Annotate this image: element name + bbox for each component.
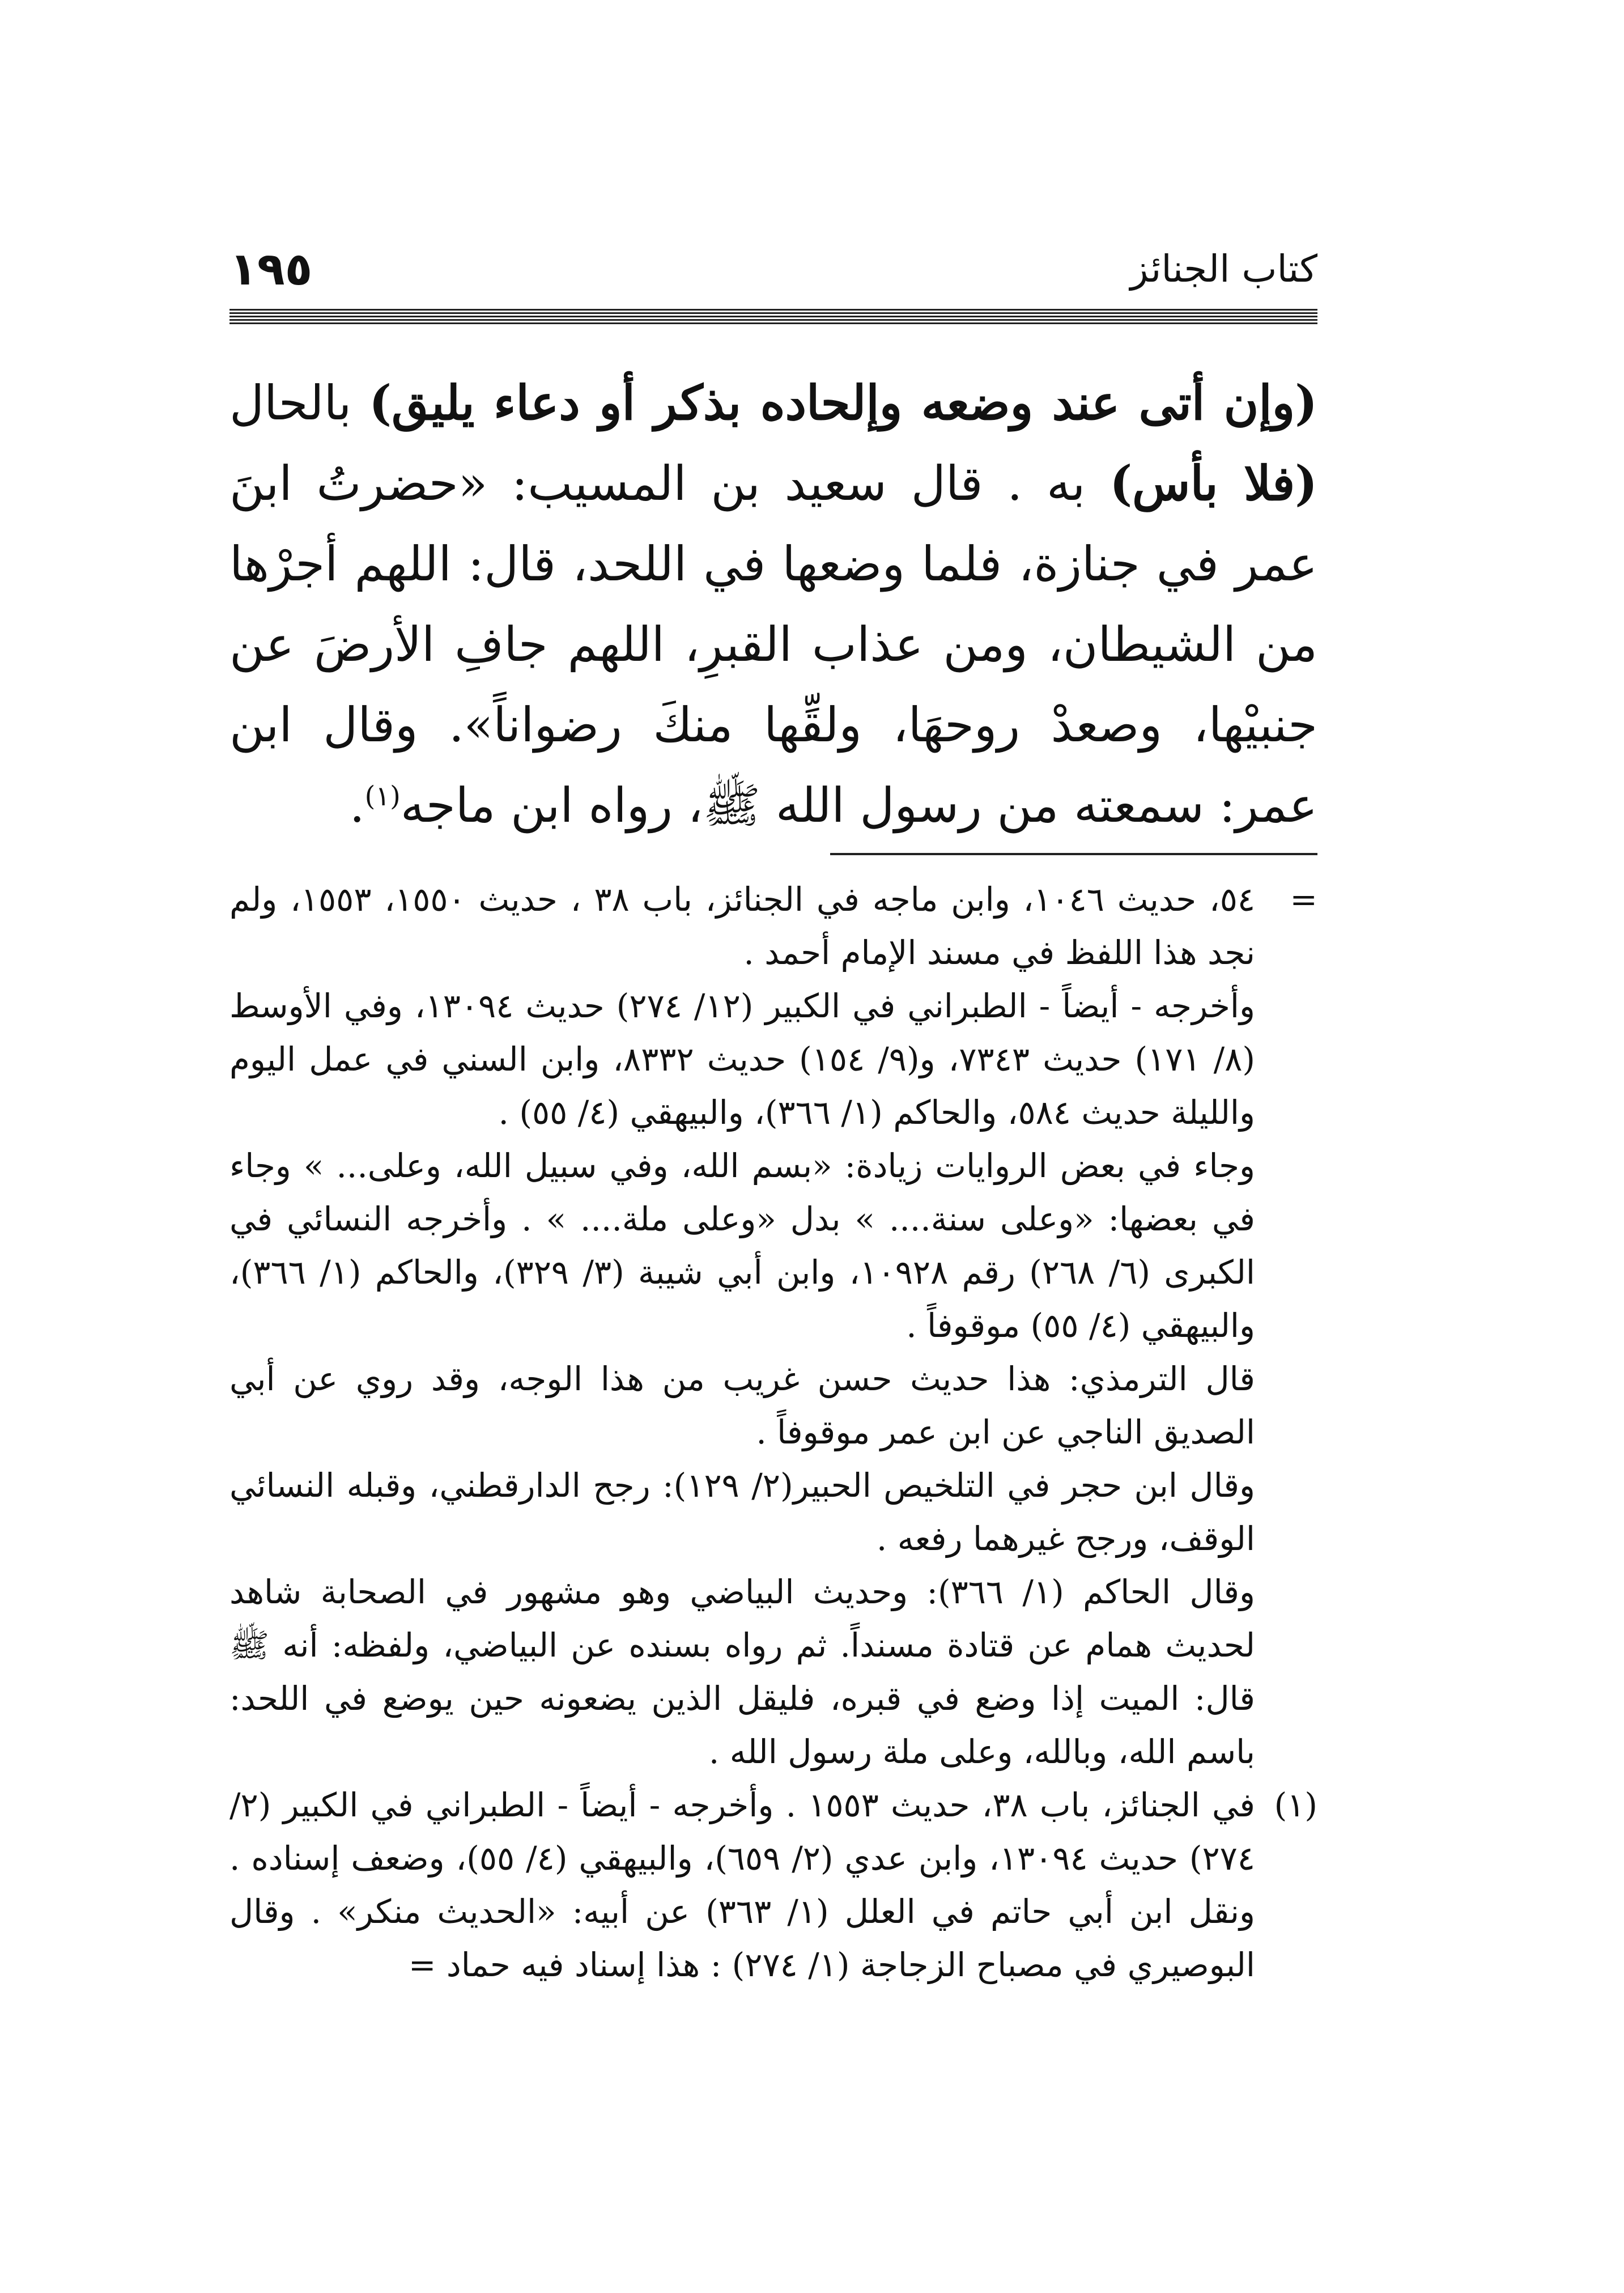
header-rule [229,309,1317,325]
main-body-text: به . قال سعيد بن المسيب: «حضرتُ ابنَ عمر في جنازة، فلما وضعها في اللحد، قال: اللهم أجرْها من الشيطان، ومن عذاب القبرِ، اللهم جافِ الأرضَ عن جنبيْها، وصعدْ روحهَا، ولقِّها منكَ رضواناً». وقال ابن عمر: سمعته من رسول الله ﷺ، رواه ابن ماجه [229,456,1317,833]
page-header [229,238,1317,306]
footnote-separator [830,853,1317,855]
footnote-paragraph: وأخرجه - أيضاً - الطبراني في الكبير (١٢/ ٢٧٤) حديث ١٣٠٩٤، وفي الأوسط (٨/ ١٧١) حديث ٧٣٤٣، و(٩/ ١٥٤) حديث ٨٣٣٢، وابن السني في عمل اليوم والليلة حديث ٥٨٤، والحاكم (١/ ٣٦٦)، والبيهقي (٤/ ٥٥) . [229,987,1255,1132]
footnote-1-body [229,1778,1255,1991]
main-bold-phrase-2: (فلا بأس) [1109,455,1317,511]
footnote-reference: (١) [364,780,401,812]
continuation-mark: = [1290,880,1317,919]
main-text [229,363,1317,846]
main-bold-phrase: (وإن أتى عند وضعه وإلحاده بذكر أو دعاء يليق) [369,375,1317,431]
footnote-paragraph: في الجنائز، باب ٣٨، حديث ١٥٥٣ . وأخرجه - أيضاً - الطبراني في الكبير (٢/ ٢٧٤) حديث ١٣٠٩٤، وابن عدي (٢/ ٦٥٩)، والبيهقي (٤/ ٥٥)، وضعف إسناده . ونقل ابن أبي حاتم في العلل (١/ ٣٦٣) عن أبيه: «الحديث منكر» . وقال البوصيري في مصباح الزجاجة (١/ ٢٧٤) : هذا إسناد فيه حماد = [229,1786,1256,1984]
footnote-continued [229,873,1317,1778]
footnote-continued-body [229,873,1255,1778]
running-title: كتاب الجنائز [1130,247,1317,291]
footnote-1 [229,1778,1317,1991]
footnote-paragraph: وجاء في بعض الروايات زيادة: «بسم الله، وفي سبيل الله، وعلى... » وجاء في بعضها: «وعلى سنة.... » بدل «وعلى ملة.... » . وأخرجه النسائي في الكبرى (٦/ ٢٦٨) رقم ١٠٩٢٨، وابن أبي شيبة (٣/ ٣٢٩)، والحاكم (١/ ٣٦٦)، والبيهقي (٤/ ٥٥) موقوفاً . [229,1146,1256,1345]
footnote-number: (١) [1274,1786,1317,1824]
footnote-paragraph: وقال ابن حجر في التلخيص الحبير(٢/ ١٢٩): رجح الدارقطني، وقبله النسائي الوقف، ورجح غيرهما رفعه . [229,1466,1255,1558]
footnotes [229,873,1317,1991]
main-plain-phrase: بالحال [229,375,369,431]
footnote-paragraph: ٥٤، حديث ١٠٤٦، وابن ماجه في الجنائز، باب ٣٨ ، حديث ١٥٥٠، ١٥٥٣، ولم نجد هذا اللفظ في مسند الإمام أحمد . [229,880,1256,972]
main-end-period: . [349,778,365,833]
page-number: ١٩٥ [229,243,313,295]
footnote-paragraph: قال الترمذي: هذا حديث حسن غريب من هذا الوجه، وقد روي عن أبي الصديق الناجي عن ابن عمر موقوفاً . [229,1360,1255,1451]
footnote-paragraph: وقال الحاكم (١/ ٣٦٦): وحديث البياضي وهو مشهور في الصحابة شاهد لحديث همام عن قتادة مسنداً. ثم رواه بسنده عن البياضي، ولفظه: أنه ﷺ قال: الميت إذا وضع في قبره، فليقل الذين يضعونه حين يوضع في اللحد: باسم الله، وبالله، وعلى ملة رسول الله . [229,1573,1255,1771]
